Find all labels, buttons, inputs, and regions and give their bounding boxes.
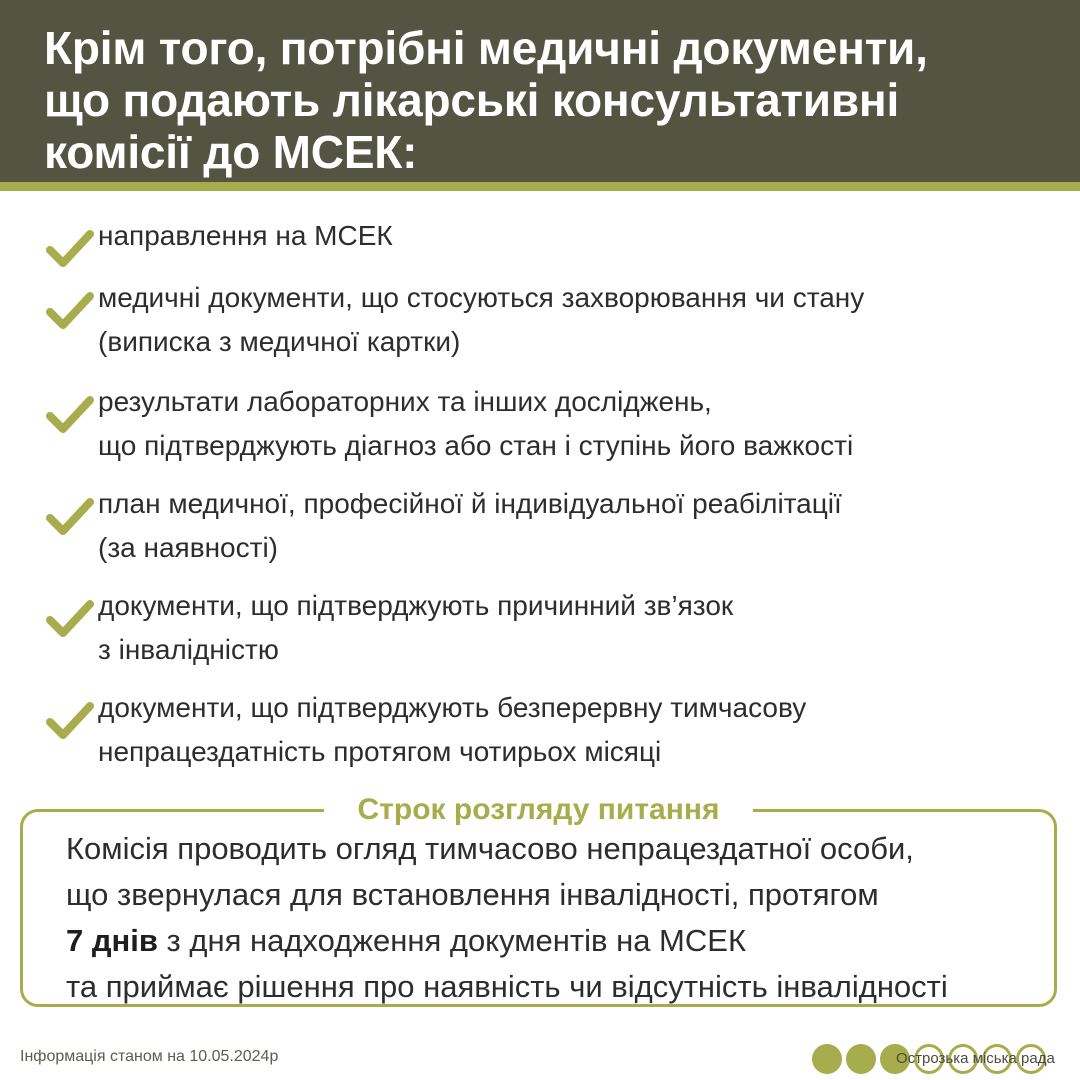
list-item-text [98, 584, 733, 672]
checkmark-icon [46, 228, 94, 268]
list-item-line: що підтверджують діагноз або стан і ступінь його важкості [98, 430, 854, 461]
deadline-line: та приймає рішення про наявність чи відсутність інвалідності [66, 969, 948, 1004]
list-item-text [98, 276, 864, 364]
logo-dot-icon [846, 1044, 876, 1074]
city-council-logo [812, 1044, 1072, 1076]
title-line: комісії до МСЕК: [44, 126, 418, 178]
checkmark-icon [46, 700, 94, 740]
checkmark-icon [46, 496, 94, 536]
page-title [44, 22, 1044, 178]
title-line: Крім того, потрібні медичні документи, [44, 22, 928, 74]
list-item-line: результати лабораторних та інших досліджень, [98, 386, 712, 417]
deadline-title-text: Строк розгляду питання [324, 790, 754, 830]
checkmark-icon [46, 598, 94, 638]
deadline-line: Комісія проводить огляд тимчасово непрацездатної особи, [66, 831, 914, 866]
checkmark-icon [46, 290, 94, 330]
deadline-line-rest: з дня надходження документів на МСЕК [157, 923, 746, 958]
deadline-title [23, 790, 1054, 830]
deadline-info-box [20, 793, 1057, 1007]
footer-info-date: Інформація станом на 10.05.2024р [20, 1048, 279, 1065]
list-item-line: (за наявності) [98, 532, 278, 563]
deadline-text [66, 826, 948, 1010]
list-item-line: медичні документи, що стосуються захворювання чи стану [98, 282, 865, 313]
deadline-days-highlight: 7 днів [66, 923, 158, 958]
list-item-line: з інвалідністю [98, 634, 279, 665]
list-item-line: (виписка з медичної картки) [98, 326, 461, 357]
deadline-line [66, 918, 948, 964]
list-item-text [98, 380, 853, 468]
list-item-line: план медичної, професійної й індивідуальної реабілітації [98, 488, 842, 519]
title-line: що подають лікарські консультативні [44, 74, 900, 126]
list-item-line: непрацездатність протягом чотирьох місяці [98, 736, 662, 767]
list-item-line: документи, що підтверджують безперервну тимчасову [98, 692, 807, 723]
logo-text: Острозька міська рада [896, 1050, 1055, 1067]
logo-dot-icon [812, 1044, 842, 1074]
deadline-line: що звернулася для встановлення інвалідності, протягом [66, 877, 879, 912]
list-item-text [98, 482, 842, 570]
header-banner [0, 0, 1080, 191]
list-item-line: направлення на МСЕК [98, 220, 393, 251]
list-item-text [98, 214, 393, 258]
list-item-text [98, 686, 806, 774]
checkmark-icon [46, 394, 94, 434]
list-item-line: документи, що підтверджують причинний зв’язок [98, 590, 734, 621]
